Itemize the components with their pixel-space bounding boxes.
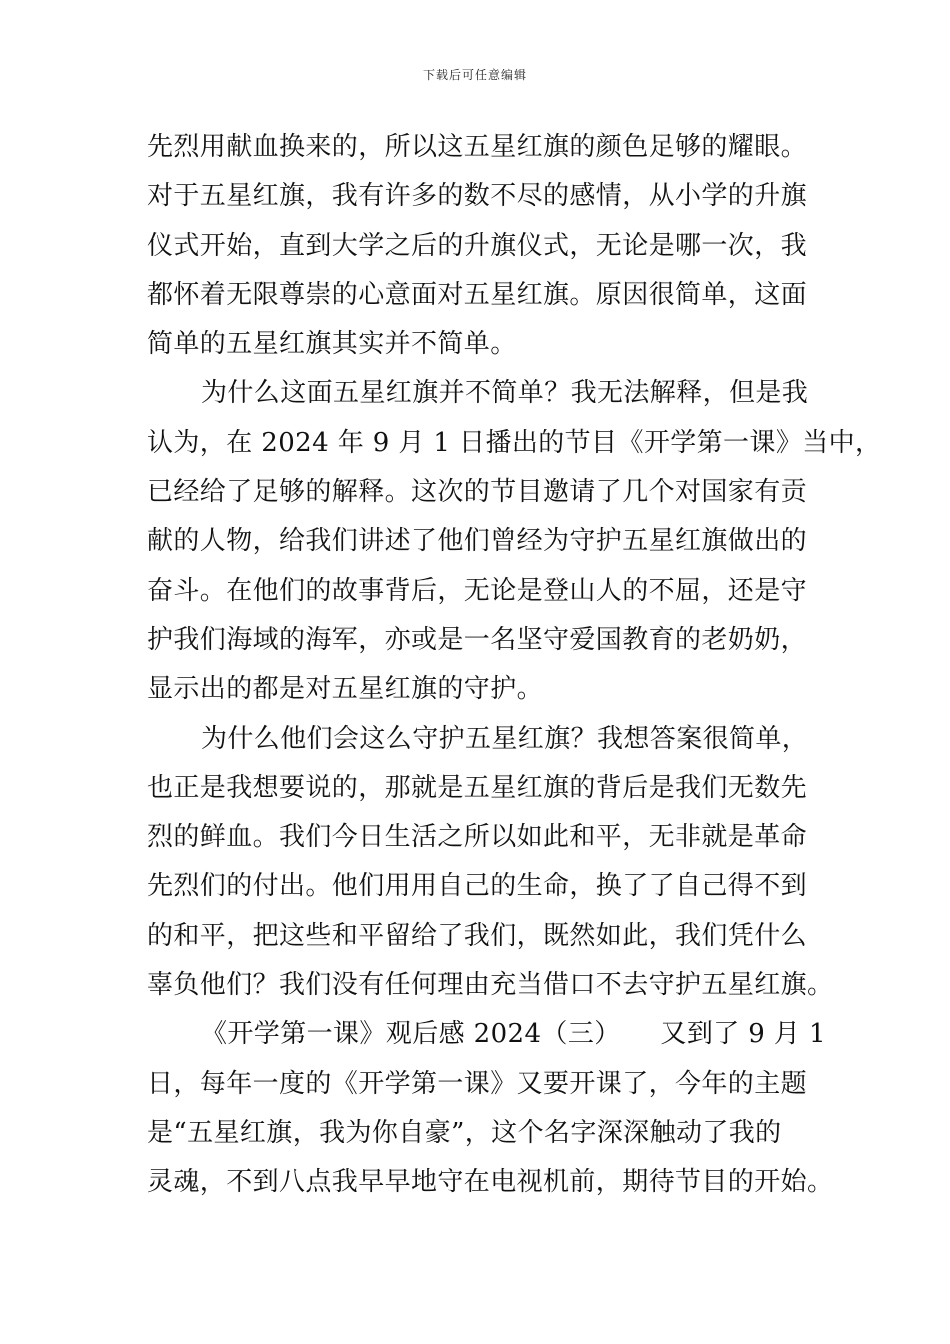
text-line: 对于五星红旗，我有许多的数不尽的感情，从小学的升旗 [147, 181, 808, 212]
text-line: 仪式开始，直到大学之后的升旗仪式，无论是哪一次，我 [147, 230, 808, 261]
text-line: 先烈们的付出。他们用用自己的生命，换了了自己得不到 [147, 871, 808, 902]
text-line: 是“五星红旗，我为你自豪”，这个名字深深触动了我的 [147, 1117, 782, 1148]
text-line: 显示出的都是对五星红旗的守护。 [147, 674, 544, 705]
text-line: 先烈用献血换来的，所以这五星红旗的颜色足够的耀眼。 [147, 132, 808, 162]
text-line: 烈的鲜血。我们今日生活之所以如此和平，无非就是革命 [147, 822, 808, 853]
document-body [147, 123, 882, 1208]
paragraph-start-line: 为什么这面五星红旗并不简单？我无法解释，但是我 [201, 378, 809, 409]
page-header-note: 下载后可任意编辑 [422, 68, 527, 82]
text-line: 日，每年一度的《开学第一课》又要开课了，今年的主题 [147, 1068, 808, 1099]
text-line: 灵魂，不到八点我早早地守在电视机前，期待节目的开始。 [147, 1167, 834, 1198]
text-line: 献的人物，给我们讲述了他们曾经为守护五星红旗做出的 [147, 526, 808, 557]
text-line: 奋斗。在他们的故事背后，无论是登山人的不屈，还是守 [147, 575, 808, 606]
paragraph-start-line: 为什么他们会这么守护五星红旗？我想答案很简单， [201, 723, 809, 754]
text-line: 辜负他们？我们没有任何理由充当借口不去守护五星红旗。 [147, 970, 834, 1001]
text-line: 的和平，把这些和平留给了我们，既然如此，我们凭什么 [147, 920, 808, 951]
text-line: 都怀着无限尊崇的心意面对五星红旗。原因很简单，这面 [147, 279, 808, 310]
text-line: 认为，在 2024 年 9 月 1 日播出的节目《开学第一课》当中， [147, 427, 882, 458]
text-line: 护我们海域的海军，亦或是一名坚守爱国教育的老奶奶， [147, 624, 808, 655]
text-line: 也正是我想要说的，那就是五星红旗的背后是我们无数先 [147, 772, 808, 803]
text-line: 已经给了足够的解释。这次的节目邀请了几个对国家有贡 [147, 477, 808, 508]
text-line: 简单的五星红旗其实并不简单。 [147, 329, 517, 360]
section-heading-line: 《开学第一课》观后感 2024（三） 又到了 9 月 1 [201, 1019, 826, 1050]
